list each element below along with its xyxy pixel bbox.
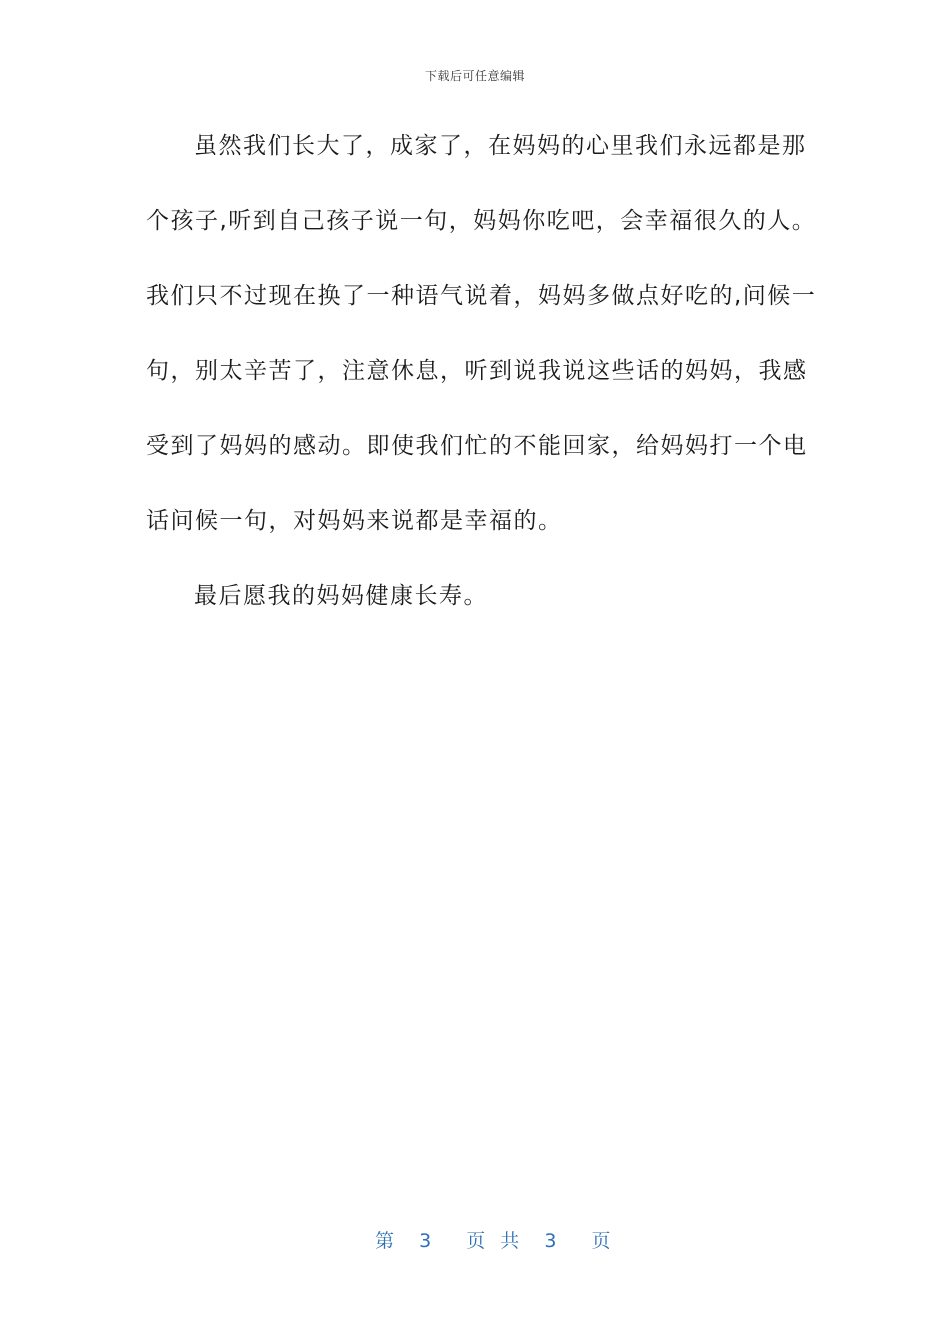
page-number-footer <box>375 1226 611 1253</box>
paragraph-1-line-5: 受到了妈妈的感动。即使我们忙的不能回家，给妈妈打一个电 <box>146 433 808 459</box>
paragraph-1-line-4: 句，别太辛苦了，注意休息，听到说我说这些话的妈妈，我感 <box>146 358 808 384</box>
footer-current-page: 3 <box>419 1230 432 1252</box>
paragraph-2-line-1: 最后愿我的妈妈健康长寿。 <box>194 583 488 609</box>
footer-ye: 页 <box>466 1230 486 1252</box>
paragraph-1-line-3: 我们只不过现在换了一种语气说着，妈妈多做点好吃的,问候一 <box>146 283 817 309</box>
paragraph-1-line-6: 话问候一句，对妈妈来说都是幸福的。 <box>146 508 563 534</box>
footer-di: 第 <box>375 1230 395 1252</box>
document-body <box>146 118 817 643</box>
footer-total-pages: 3 <box>544 1230 557 1252</box>
page-header: 下载后可任意编辑 <box>424 69 525 83</box>
paragraph-1-line-1: 虽然我们长大了，成家了，在妈妈的心里我们永远都是那 <box>194 133 807 159</box>
footer-gong: 共 <box>500 1230 520 1252</box>
paragraph-1-line-2: 个孩子,听到自己孩子说一句，妈妈你吃吧，会幸福很久的人。 <box>146 208 817 234</box>
footer-ye-end: 页 <box>591 1230 611 1252</box>
